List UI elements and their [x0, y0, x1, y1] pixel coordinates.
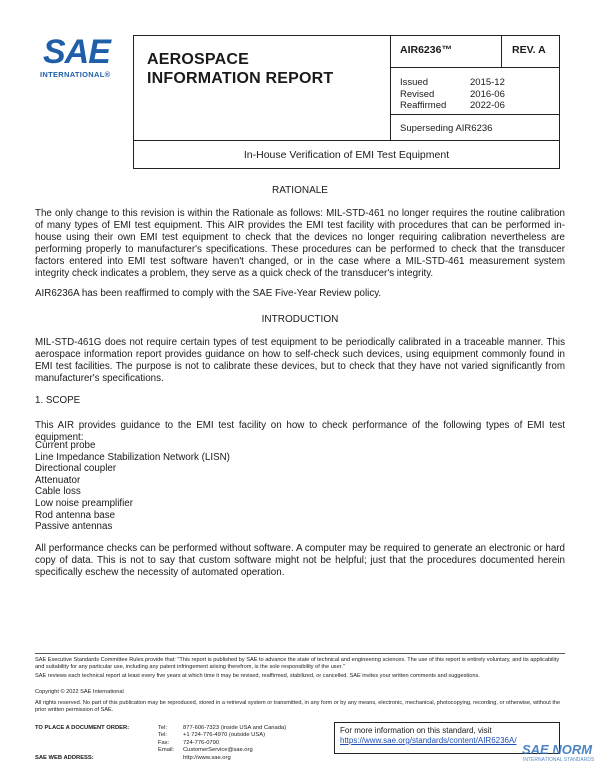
- footer-rules: SAE Executive Standards Committee Rules provide that: "This report is published by SAE to advance the state of technical and engineering sciences. The use of this report is entirely voluntary, and its applicability and suitability for any particular use, including any patent infringement arising therefrom, is the sole responsibility of the user.": [35, 657, 560, 671]
- sae-logo-subtext: INTERNATIONAL®: [40, 70, 111, 79]
- document-type-title: AEROSPACE INFORMATION REPORT: [147, 51, 334, 87]
- footer-rights: All rights reserved. No part of this publication may be reproduced, stored in a retrieval system or transmitted, in any form or by any means, electronic, mechanical, photocopying, recording, or otherwise, without the prior written permission of SAE.: [35, 700, 561, 714]
- list-item: Current probe: [35, 440, 96, 451]
- revision-label: REV. A: [512, 44, 546, 56]
- list-item: Cable loss: [35, 486, 81, 498]
- scope-paragraph: This AIR provides guidance to the EMI test facility on how to check performance of the following types of EMI test equipment:: [35, 420, 565, 443]
- date-list: Issued 2015-12 Revised 2016-06 Reaffirmed 2022-06: [400, 77, 505, 111]
- footer-copyright: Copyright © 2022 SAE International: [35, 689, 124, 695]
- reaffirmed-paragraph: AIR6236A has been reaffirmed to comply with the SAE Five-Year Review policy.: [35, 288, 382, 299]
- standard-link[interactable]: https://www.sae.org/standards/content/AIR6236A/: [340, 736, 517, 745]
- introduction-heading: INTRODUCTION: [261, 314, 339, 325]
- more-info-box: For more information on this standard, visit https://www.sae.org/standards/content/AIR6236A/: [334, 722, 560, 754]
- equipment-list: [35, 440, 230, 533]
- superseding-note: Superseding AIR6236: [400, 123, 493, 134]
- list-item: Directional coupler: [35, 463, 117, 475]
- footer-divider: [35, 653, 565, 654]
- list-item: Passive antennas: [35, 521, 113, 533]
- list-item: Line Impedance Stabilization Network (LISN): [35, 451, 230, 463]
- list-item: Low noise preamplifier: [35, 497, 134, 509]
- document-subtitle: In-House Verification of EMI Test Equipment: [133, 141, 560, 169]
- order-contact: TO PLACE A DOCUMENT ORDER: Tel: 877-606-7323 (inside USA and Canada) Tel: +1 724-776-4970 (outside USA) Fax: 724-776-0790 Email: CustomerService@sae.org SAE WEB ADDRESS: http://www.sae.org: [35, 725, 289, 762]
- footer-review: SAE reviews each technical report at least every five years at which time it may be revised, reaffirmed, stabilized, or cancelled. SAE invites your written comments and suggestions.: [35, 673, 480, 679]
- performance-paragraph: All performance checks can be performed without software. A computer may be required to generate an electronic or hard copy of data. This is not to say that custom software might not be helpful; just that the procedures documented herein specifically eschew the necessity of automated operation.: [35, 543, 565, 578]
- rationale-heading: RATIONALE: [272, 185, 328, 196]
- watermark-subtext: INTERNATIONAL STANDARDS: [523, 757, 595, 763]
- scope-heading: 1. SCOPE: [35, 395, 81, 406]
- introduction-paragraph: MIL-STD-461G does not require certain types of test equipment to be periodically calibrated in a traceable manner. This aerospace information report provides guidance on how to self-check such devices, using equipment commonly found in EMI test facilities. The purpose is not to calibrate these devices, but to check that they have not varied significantly from manufacturer's specifications.: [35, 337, 565, 384]
- watermark-logo: SAE NORM: [522, 742, 593, 757]
- list-item: Attenuator: [35, 474, 81, 486]
- list-item: Rod antenna base: [35, 509, 116, 521]
- sae-web-link[interactable]: http://www.sae.org: [183, 754, 231, 761]
- sae-logo: SAE: [43, 33, 110, 71]
- document-number: AIR6236™: [400, 44, 452, 56]
- rationale-paragraph: The only change to this revision is within the Rationale as follows: MIL-STD-461 no longer requires the routine calibration of many types of EMI test equipment. This AIR provides the EMI test facility with procedures that can be performed in-house using their own EMI test equipment to check that the devices no longer requiring calibration nevertheless are performing properly to manufacturer's specifications. These procedures can be performed to check that the transducer factors entered into EMI test software haven't changed, or in the case where a MIL-STD-461 measurement system integrity check indicates a problem, they serve as a quick check of the transducer's integrity.: [35, 208, 565, 279]
